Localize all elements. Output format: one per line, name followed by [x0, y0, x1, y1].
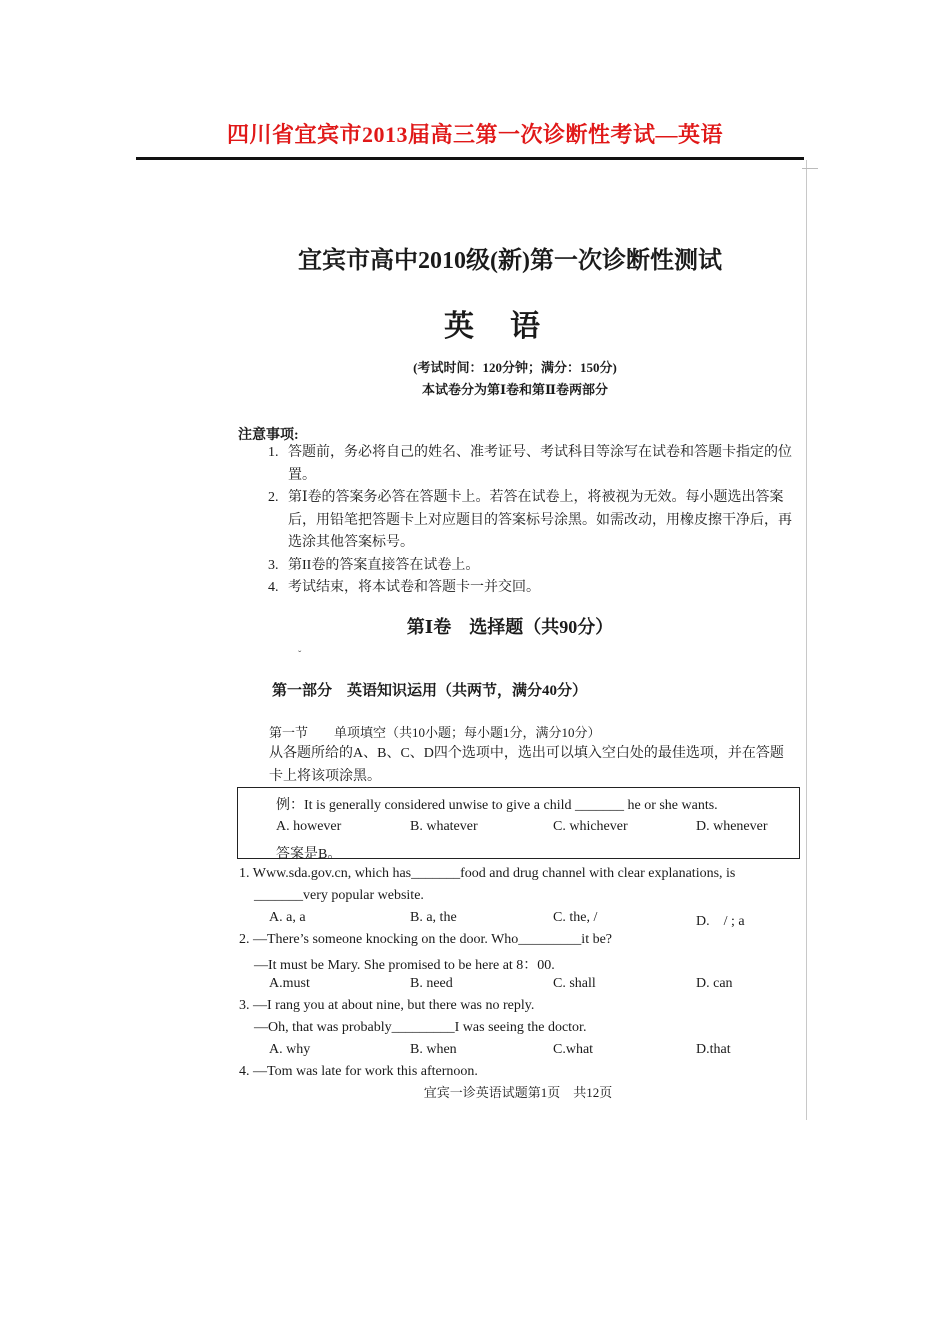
question-option: D. / ; a [696, 914, 745, 929]
notice-text: 答题前，务必将自己的姓名、准考证号、考试科目等涂写在试卷和答题卡指定的位置。 [288, 445, 792, 483]
question-line: _______very popular website. [254, 888, 424, 903]
question-option: B. need [410, 976, 453, 991]
question-option: C.what [553, 1042, 594, 1057]
question-option: A. a, a [269, 910, 306, 925]
question-line: 1. Www.sda.gov.cn, which has_______food and drug channel with clear explanations, is [239, 866, 736, 881]
question-line: 4. —Tom was late for work this afternoon. [239, 1064, 478, 1079]
exam-subject: 英语 [444, 310, 576, 343]
exam-time-info: (考试时间：120分钟；满分：150分) [413, 360, 617, 375]
exam-paper-parts: 本试卷分为第Ⅰ卷和第Ⅱ卷两部分 [421, 382, 609, 397]
part-title: 第一部分 英语知识运用（共两节，满分40分） [272, 683, 588, 699]
header-divider [136, 157, 804, 160]
question-option: D. can [696, 976, 733, 991]
exam-title: 宜宾市高中2010级(新)第一次诊断性测试 [298, 248, 722, 274]
notice-item [268, 577, 798, 600]
notice-number: 1. [268, 445, 279, 460]
example-option: C. whichever [553, 819, 628, 834]
page-footer: 宜宾一诊英语试题第1页 共12页 [423, 1085, 613, 1100]
question-option: D.that [696, 1042, 731, 1057]
subsection-title: 第一节 单项填空（共10小题；每小题1分，满分10分） [269, 725, 601, 740]
notice-item [268, 555, 798, 578]
question-option: A.must [269, 976, 310, 991]
example-stem: 例：It is generally considered unwise to give a child _______ he or she wants. [276, 798, 718, 813]
notice-text: 考试结束，将本试卷和答题卡一并交回。 [288, 580, 540, 595]
document-source-title: 四川省宜宾市2013届高三第一次诊断性考试—英语 [226, 122, 723, 147]
question-option: C. the, / [553, 910, 598, 925]
question-line: —Oh, that was probably_________I was seeing the doctor. [254, 1020, 587, 1035]
question-line: —It must be Mary. She promised to be here at 8：00. [254, 958, 555, 973]
notice-text: 第II卷的答案直接答在试卷上。 [288, 557, 480, 573]
notice-heading: 注意事项: [238, 428, 299, 443]
example-option: A. however [276, 819, 342, 834]
notice-item [268, 442, 798, 487]
notice-number: 3. [268, 557, 279, 573]
question-line: 2. —There’s someone knocking on the door. Who_________it be? [239, 932, 613, 947]
question-line: 3. —I rang you at about nine, but there was no reply. [239, 998, 535, 1013]
scan-page-corner [802, 168, 818, 169]
question-option: A. why [269, 1042, 311, 1057]
question-option: C. shall [553, 976, 596, 991]
question-option: B. when [410, 1042, 457, 1057]
example-answer: 答案是B。 [276, 847, 342, 862]
scan-speck: ˇ [298, 650, 302, 661]
section-instructions: 从各题所给的A、B、C、D四个选项中，选出可以填入空白处的最佳选项，并在答题卡上将该项涂黑。 [269, 746, 784, 784]
example-option: B. whatever [410, 819, 478, 834]
section-title: 第Ⅰ卷 选择题（共90分） [406, 617, 614, 637]
example-option: D. whenever [696, 819, 768, 834]
notice-item [268, 487, 798, 555]
question-option: B. a, the [410, 910, 457, 925]
notice-text: 第Ⅰ卷的答案务必答在答题卡上。若答在试卷上，将被视为无效。每小题选出答案后，用铅笔把答题卡上对应题目的答案标号涂黑。如需改动，用橡皮擦干净后，再选涂其他答案标号。 [288, 490, 792, 550]
notice-list [268, 442, 798, 600]
notice-number: 2. [268, 490, 279, 505]
notice-number: 4. [268, 580, 279, 595]
